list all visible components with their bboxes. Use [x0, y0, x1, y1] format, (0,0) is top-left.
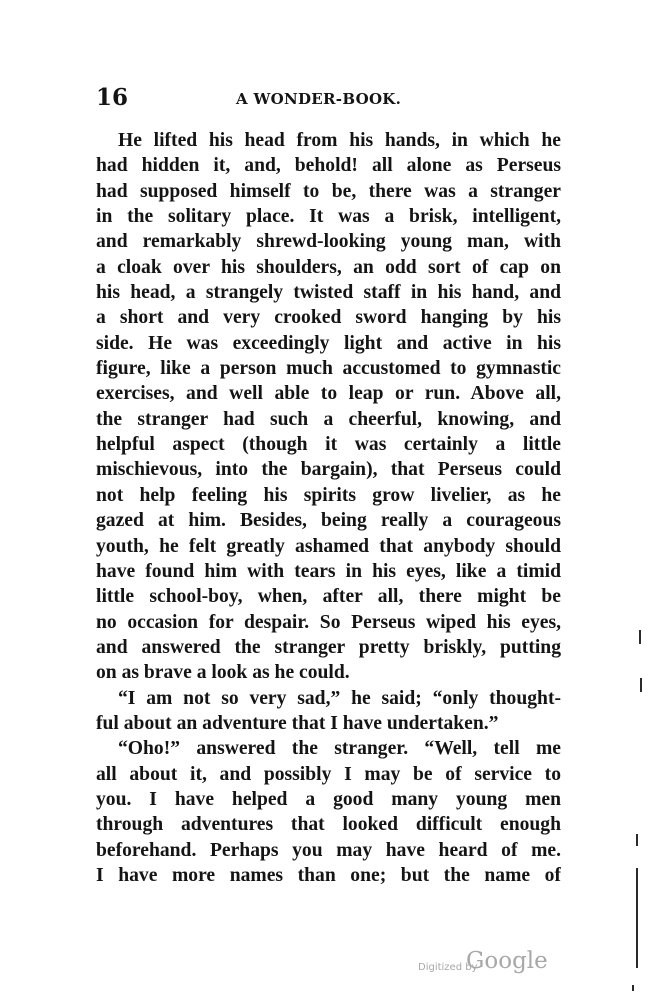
margin-mark — [640, 678, 642, 692]
body-text — [96, 128, 561, 888]
text-line: figure, like a person much accustomed to gymnastic — [96, 358, 561, 380]
margin-mark — [632, 985, 634, 991]
page-header — [96, 84, 561, 114]
text-line: a cloak over his shoulders, an odd sort of cap on — [96, 256, 561, 278]
text-line: ful about an adventure that I have undertaken.” — [96, 712, 499, 734]
text-line: had hidden it, and, behold! all alone as Perseus — [96, 155, 561, 177]
margin-mark — [636, 834, 638, 846]
text-line: beforehand. Perhaps you may have heard of me. — [96, 839, 561, 861]
text-line: gazed at him. Besides, being really a courageous — [96, 510, 561, 532]
text-line: helpful aspect (though it was certainly a little — [96, 434, 561, 456]
text-line: and answered the stranger pretty briskly, putting — [96, 636, 561, 658]
text-line: no occasion for despair. So Perseus wiped his eyes, — [96, 611, 561, 633]
text-line: you. I have helped a good many young men — [96, 788, 561, 810]
text-line: youth, he felt greatly ashamed that anybody should — [96, 535, 561, 557]
running-head: A WONDER-BOOK. — [236, 90, 402, 108]
text-line: side. He was exceedingly light and active in his — [96, 332, 561, 354]
watermark-prefix: Digitized by — [418, 962, 478, 973]
page-number: 16 — [96, 84, 129, 111]
text-line: all about it, and possibly I may be of service to — [96, 763, 561, 785]
text-line: a short and very crooked sword hanging by his — [96, 307, 561, 329]
google-logo: Google — [466, 948, 548, 974]
margin-mark — [639, 630, 641, 644]
text-line: had supposed himself to be, there was a stranger — [96, 180, 561, 202]
text-line: “Oho!” answered the stranger. “Well, tell me — [118, 738, 561, 760]
text-line: “I am not so very sad,” he said; “only thought- — [118, 687, 561, 709]
text-line: mischievous, into the bargain), that Perseus could — [96, 459, 561, 481]
text-line: and remarkably shrewd-looking young man, with — [96, 231, 561, 253]
text-line: not help feeling his spirits grow livelier, as he — [96, 484, 561, 506]
margin-mark — [636, 868, 638, 968]
text-line: He lifted his head from his hands, in which he — [118, 130, 561, 151]
text-line: the stranger had such a cheerful, knowing, and — [96, 408, 561, 430]
text-line: I have more names than one; but the name of — [96, 864, 561, 886]
text-line: little school-boy, when, after all, there might be — [96, 586, 561, 608]
text-line: in the solitary place. It was a brisk, intelligent, — [96, 206, 561, 228]
text-line: his head, a strangely twisted staff in his hand, and — [96, 282, 561, 304]
text-line: have found him with tears in his eyes, like a timid — [96, 560, 561, 582]
text-line: on as brave a look as he could. — [96, 662, 350, 684]
text-line: exercises, and well able to leap or run. Above all, — [96, 383, 561, 405]
digitized-watermark — [418, 950, 548, 980]
text-line: through adventures that looked difficult enough — [96, 814, 561, 836]
